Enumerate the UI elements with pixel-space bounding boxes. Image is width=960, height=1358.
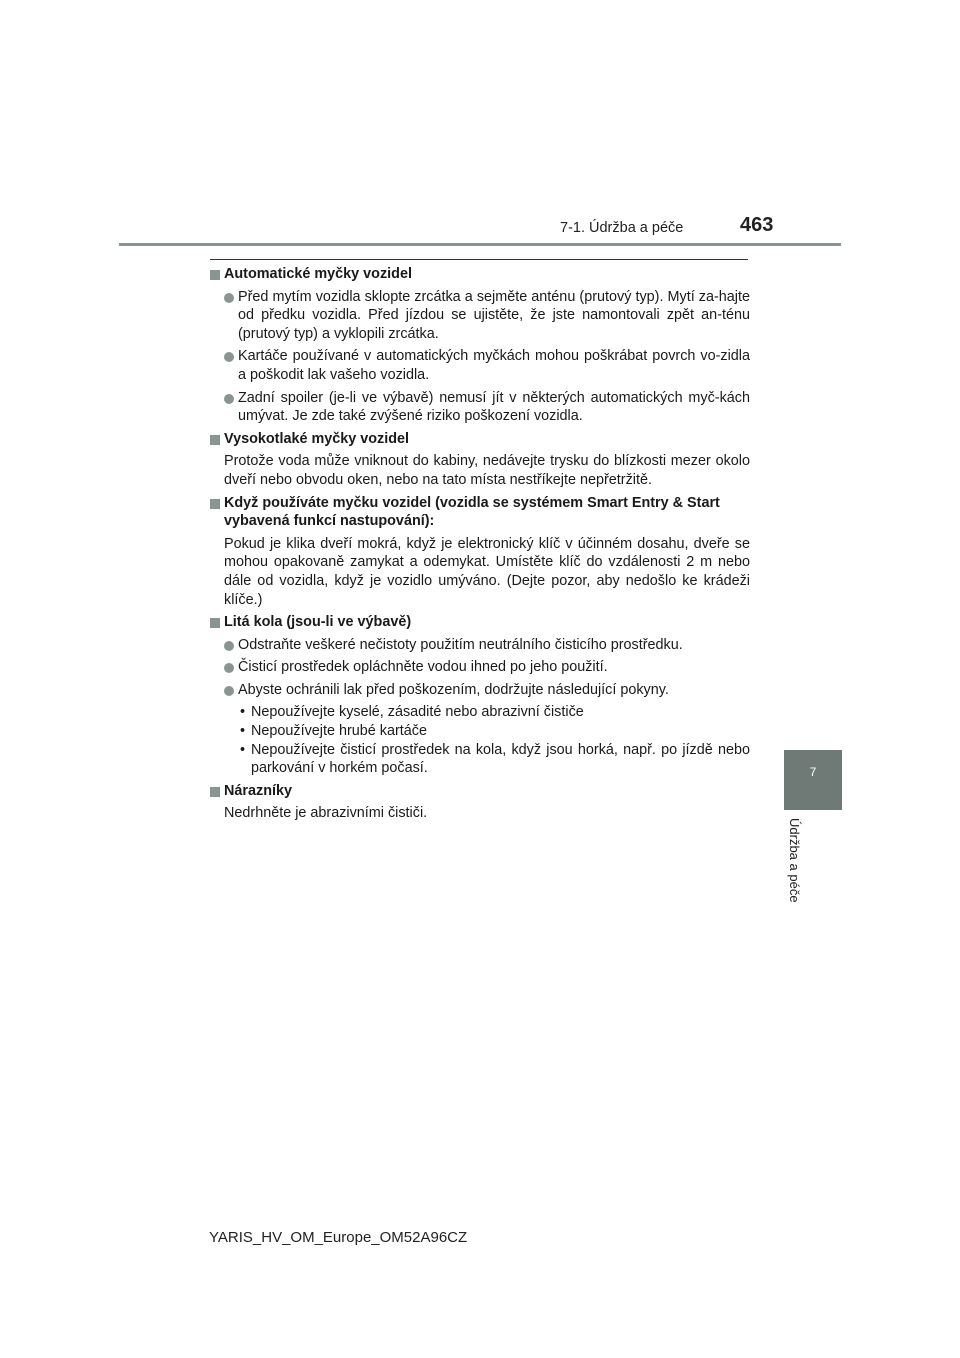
round-bullet-icon <box>224 663 234 673</box>
list-item <box>210 389 750 426</box>
section-heading <box>210 430 750 449</box>
document-code: YARIS_HV_OM_Europe_OM52A96CZ <box>209 1229 468 1246</box>
dot-bullet-icon: • <box>240 723 246 740</box>
round-bullet-icon <box>224 293 234 303</box>
list-item <box>210 636 750 655</box>
sub-list-item-text: Nepoužívejte hrubé kartáče <box>251 723 427 740</box>
sub-list-item-text: Nepoužívejte kyselé, zásadité nebo abrazivní čističe <box>251 704 584 721</box>
list-item-text: Zadní spoiler (je-li ve výbavě) nemusí jít v některých automatických myč-kách umývat. Je zde také zvýšené riziko poškození vozidla. <box>238 389 750 425</box>
heading-text: Když používáte myčku vozidel (vozidla se systémem Smart Entry & Start vybavená funkcí nastupování): <box>224 494 720 530</box>
section-title: 7-1. Údržba a péče <box>560 220 684 236</box>
list-item-text: Odstraňte veškeré nečistoty použitím neutrálního čisticího prostředku. <box>238 636 683 653</box>
list-item-text: Před mytím vozidla sklopte zrcátka a sejměte anténu (prutový typ). Mytí za-hajte od předku vozidla. Před jízdou se ujistěte, že jste namontovali zpět an-ténu (prutový typ) a vyklopili zrcátka. <box>238 288 750 342</box>
sub-list-item-text: Nepoužívejte čisticí prostředek na kola, když jsou horká, např. po jízdě nebo parkování v horkém počasí. <box>251 741 750 777</box>
square-bullet-icon <box>210 618 220 628</box>
square-bullet-icon <box>210 270 220 280</box>
chapter-tab <box>784 750 842 810</box>
dot-bullet-icon: • <box>240 704 246 721</box>
heading-text: Nárazníky <box>224 782 292 799</box>
paragraph: Protože voda může vniknout do kabiny, nedávejte trysku do blízkosti mezer okolo dveří nebo obvodu oken, nebo na tato místa nestříkejte nepřetržitě. <box>224 453 750 488</box>
round-bullet-icon <box>224 686 234 696</box>
list-item <box>210 288 750 344</box>
list-item-text: Čisticí prostředek opláchněte vodou ihned po jeho použití. <box>238 659 608 676</box>
page-content <box>210 265 750 827</box>
round-bullet-icon <box>224 394 234 404</box>
sub-list <box>210 703 750 777</box>
page-number: 463 <box>740 214 774 236</box>
square-bullet-icon <box>210 499 220 509</box>
sub-list-item <box>210 703 750 722</box>
section-heading <box>210 265 750 284</box>
square-bullet-icon <box>210 435 220 445</box>
list-item <box>210 347 750 384</box>
list-item-text: Kartáče používané v automatických myčkách mohou poškrábat povrch vo-zidla a poškodit lak vašeho vozidla. <box>238 348 750 383</box>
heading-text: Litá kola (jsou-li ve výbavě) <box>224 614 412 631</box>
sub-list-item <box>210 741 750 778</box>
list-item <box>210 658 750 677</box>
chapter-number: 7 <box>809 765 817 779</box>
round-bullet-icon <box>224 352 234 362</box>
dot-bullet-icon: • <box>240 741 246 758</box>
section-heading <box>210 494 750 531</box>
header-rule <box>119 243 841 246</box>
round-bullet-icon <box>224 641 234 651</box>
list-item <box>210 681 750 700</box>
heading-text: Vysokotlaké myčky vozidel <box>224 430 410 447</box>
list-item-text: Abyste ochránili lak před poškozením, dodržujte následující pokyny. <box>238 681 669 698</box>
square-bullet-icon <box>210 787 220 797</box>
paragraph: Pokud je klika dveří mokrá, když je elektronický klíč v účinném dosahu, dveře se mohou opakovaně zamykat a odemykat. Umístěte klíč do vzdálenosti 2 m nebo dále od vozidla, když je vozidlo umýváno. (Dejte pozor, aby nedošlo ke krádeži klíče.) <box>224 535 750 608</box>
section-heading <box>210 613 750 632</box>
content-rule <box>210 259 748 260</box>
chapter-label: Údržba a péče <box>787 818 802 903</box>
section-heading <box>210 782 750 801</box>
heading-text: Automatické myčky vozidel <box>224 266 412 282</box>
sub-list-item <box>210 722 750 741</box>
paragraph: Nedrhněte je abrazivními čističi. <box>224 805 428 822</box>
